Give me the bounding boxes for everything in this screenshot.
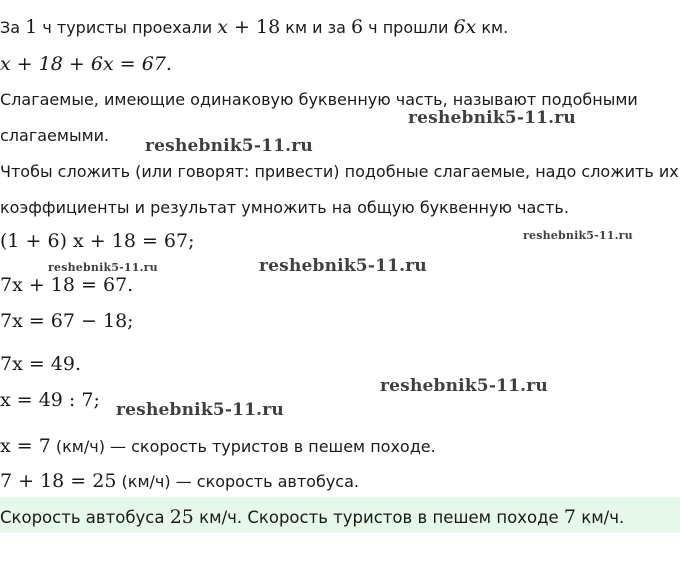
definition-line-1: Слагаемые, имеющие одинаковую буквенную часть, называют подобными [0,90,638,109]
watermark: reshebnik5-11.ru [116,400,284,420]
equation-3: 7x + 18 = 67. [0,274,134,296]
rule-line-2: коэффициенты и результат умножить на общую буквенную часть. [0,198,569,217]
equation-6: x = 49 : 7; [0,389,100,411]
watermark: reshebnik5-11.ru [408,108,576,128]
watermark: reshebnik5-11.ru [48,261,158,274]
math-x: x [217,16,229,38]
math-6x: 6x [453,16,477,38]
equation-1: x + 18 + 6x = 67. [0,53,172,75]
math-hours-6: 6 [351,16,364,38]
watermark: reshebnik5-11.ru [523,229,633,242]
equation-8: 7 + 18 = 25 (км/ч) — скорость автобуса. [0,470,359,492]
watermark: reshebnik5-11.ru [259,256,427,276]
equation-5: 7x = 49. [0,353,82,375]
definition-line-2: слагаемыми. [0,126,110,145]
equation-4: 7x = 67 − 18; [0,310,134,332]
rule-line-1: Чтобы сложить (или говорят: привести) подобные слагаемые, надо сложить их [0,162,679,181]
watermark: reshebnik5-11.ru [145,136,313,156]
answer-text: Скорость автобуса 25 км/ч. Скорость туристов в пешем походе 7 км/ч. [0,506,625,528]
math-hour-1: 1 [25,16,38,38]
math-plus-18: + 18 [228,16,281,38]
problem-statement: За 1 ч туристы проехали x + 18 км и за 6 ч прошли 6x км. [0,16,509,38]
equation-2: (1 + 6) x + 18 = 67; [0,230,195,252]
watermark: reshebnik5-11.ru [380,376,548,396]
equation-7: x = 7 (км/ч) — скорость туристов в пешем походе. [0,435,436,457]
